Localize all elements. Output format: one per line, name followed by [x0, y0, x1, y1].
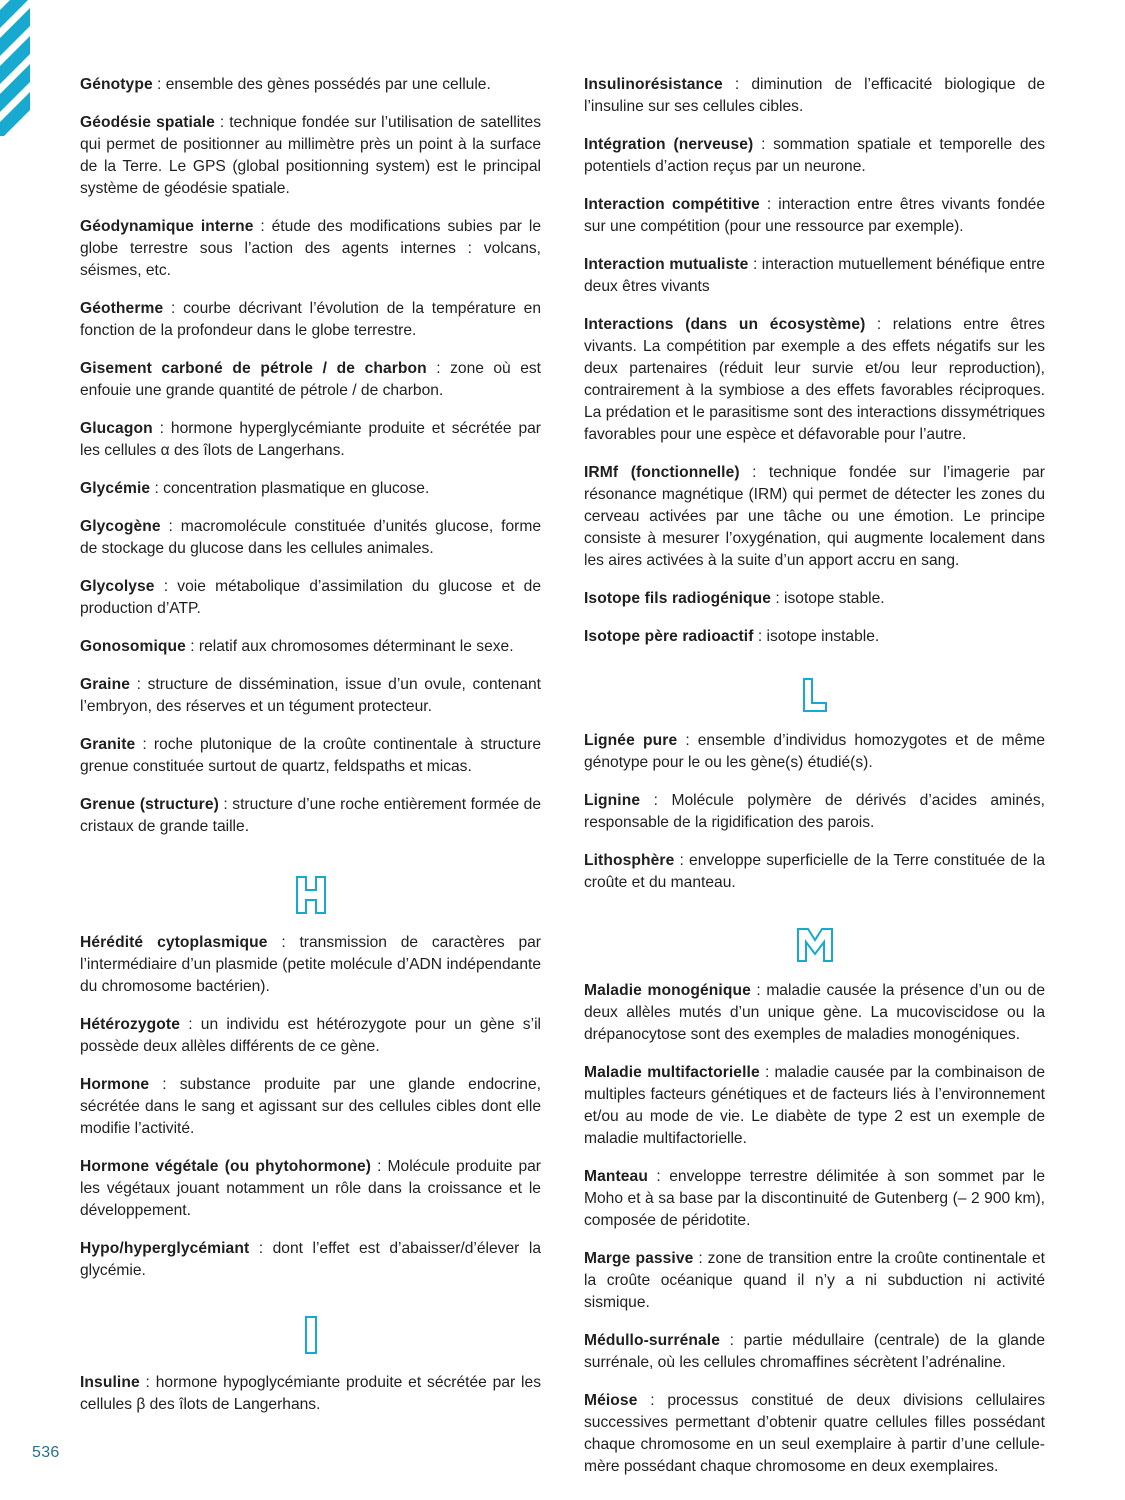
entry-definition: : ensemble d’individus homozygotes et de même génotype pour le ou les gène(s) étudié(s). [584, 732, 1045, 771]
entry-definition: : partie médullaire (centrale) de la glande surrénale, où les cellules chromaffines sécrètent l’adrénaline. [584, 1332, 1045, 1371]
glossary-entry [584, 1248, 1045, 1314]
glossary-entry [584, 1330, 1045, 1374]
entry-term: Maladie multifactorielle [584, 1064, 760, 1081]
glossary-entry [80, 1014, 541, 1058]
entry-definition: : dont l’effet est d’abaisser/d’élever la glycémie. [80, 1240, 541, 1279]
entry-term: Isotope père radioactif [584, 628, 754, 645]
entry-definition: : relatif aux chromosomes déterminant le sexe. [185, 638, 514, 655]
entry-term: Lithosphère [584, 852, 675, 869]
entry-definition: : relations entre êtres vivants. La compétition par exemple a des effets négatifs sur les deux partenaires (réduit leur survie et/ou leur reproduction), contrairement à la symbiose a des effets favorables réciproques. La prédation et le parasitisme sont des interactions dissymétriques favorables pour une espèce et défavorable pour l’autre. [584, 316, 1045, 443]
entry-definition: : voie métabolique d’assimilation du glucose et de production d’ATP. [80, 578, 541, 617]
entry-term: Interactions (dans un écosystème) [584, 316, 866, 333]
left-column [80, 74, 541, 1432]
glossary-entry [80, 1238, 541, 1282]
entry-definition: : substance produite par une glande endocrine, sécrétée dans le sang et agissant sur des cellules cibles dont elle modifie l’activité. [80, 1076, 541, 1137]
entry-term: Géodynamique interne [80, 218, 254, 235]
entry-definition: : transmission de caractères par l’intermédiaire d’un plasmide (petite molécule d’ADN indépendante du chromosome bactérien). [80, 934, 541, 995]
entry-definition: : zone de transition entre la croûte continentale et la croûte océanique quand il n’y a ni subduction ni activité sismique. [584, 1250, 1045, 1311]
entry-definition: : zone où est enfouie une grande quantité de pétrole / de charbon. [80, 360, 542, 399]
entry-term: Médullo-surrénale [584, 1332, 721, 1349]
entry-definition: : isotope stable. [771, 590, 885, 607]
entry-term: Lignine [584, 792, 641, 809]
entry-definition: : maladie causée la présence d’un ou de deux allèles mutés d’un unique gène. La mucoviscidose ou la drépanocytose sont des exemples de maladies monogéniques. [584, 982, 1045, 1043]
letter-l-glyph [803, 678, 827, 712]
entry-definition: : Molécule produite par les végétaux jouant notamment un rôle dans la croissance et le développement. [80, 1158, 541, 1219]
glossary-entry [584, 1390, 1045, 1478]
corner-stripes-decoration [0, 0, 30, 136]
glossary-entry [80, 358, 541, 402]
entry-definition: : hormone hypoglycémiante produite et sécrétée par les cellules β des îlots de Langerhans. [80, 1374, 541, 1413]
entry-definition: : un individu est hétérozygote pour un gène s’il possède deux allèles différents de ce gène. [80, 1016, 541, 1055]
entry-term: Manteau [584, 1168, 648, 1185]
entry-term: Glycolyse [80, 578, 155, 595]
entry-term: Granite [80, 736, 136, 753]
glossary-entry [584, 134, 1045, 178]
glossary-entry [80, 418, 541, 462]
entry-term: Hérédité cytoplasmique [80, 934, 268, 951]
entry-definition: : hormone hyperglycémiante produite et sécrétée par les cellules α des îlots de Langerhans. [80, 420, 541, 459]
section-letter-l [584, 678, 1045, 712]
glossary-entry [80, 674, 541, 718]
entry-term: Hormone végétale (ou phytohormone) [80, 1158, 372, 1175]
entry-definition: : sommation spatiale et temporelle des potentiels d’action reçus par un neurone. [584, 136, 1045, 175]
entry-definition: : isotope instable. [753, 628, 880, 645]
section-letter-h [80, 876, 541, 914]
section-letter-i [80, 1316, 541, 1354]
entry-term: Hétérozygote [80, 1016, 180, 1033]
glossary-entry [584, 850, 1045, 894]
entry-definition: : interaction mutuellement bénéfique entre deux êtres vivants [584, 256, 1045, 295]
glossary-entry [80, 1074, 541, 1140]
entry-definition: : structure de dissémination, issue d’un ovule, contenant l’embryon, des réserves et un tégument protecteur. [80, 676, 541, 715]
glossary-entry [80, 1156, 541, 1222]
letter-h-glyph [296, 876, 326, 914]
entry-definition: : technique fondée sur l’imagerie par résonance magnétique (IRM) qui permet de détecter les zones du cerveau activées par une tâche ou une émotion. Le principe consiste à mesurer l’oxygénation, qui augmente localement dans les aires activées à la suite d’un apport accru en sang. [584, 464, 1045, 569]
glossary-entry [584, 462, 1045, 572]
entry-term: Insulinorésistance [584, 76, 723, 93]
entry-definition: : Molécule polymère de dérivés d’acides aminés, responsable de la rigidification des parois. [584, 792, 1045, 831]
entry-term: Méiose [584, 1392, 638, 1409]
entries-g [80, 74, 541, 838]
glossary-entry [80, 734, 541, 778]
entry-term: Glycémie [80, 480, 151, 497]
entry-term: Glycogène [80, 518, 161, 535]
entries-l [584, 730, 1045, 894]
letter-m-glyph [797, 928, 833, 962]
entry-definition: : macromolécule constituée d’unités glucose, forme de stockage du glucose dans les cellules animales. [80, 518, 541, 557]
entry-definition: : interaction entre êtres vivants fondée sur une compétition (pour une ressource par exemple). [584, 196, 1045, 235]
entry-term: Interaction compétitive [584, 196, 760, 213]
entry-term: Isotope fils radiogénique [584, 590, 772, 607]
glossary-entry [584, 1062, 1045, 1150]
glossary-entry [584, 254, 1045, 298]
letter-i-glyph [304, 1316, 318, 1354]
entry-term: Gisement carboné de pétrole / de charbon [80, 360, 427, 377]
glossary-entry [80, 478, 541, 500]
entry-term: Grenue (structure) [80, 796, 219, 813]
glossary-entry [80, 636, 541, 658]
glossary-entry [584, 980, 1045, 1046]
entry-definition: : ensemble des gènes possédés par une cellule. [152, 76, 491, 93]
right-column [584, 74, 1045, 1494]
glossary-entry [80, 74, 541, 96]
glossary-entry [584, 1166, 1045, 1232]
entries-h [80, 932, 541, 1282]
glossary-entry [584, 626, 1045, 648]
glossary-entry [584, 588, 1045, 610]
glossary-entry [80, 576, 541, 620]
glossary-entry [80, 112, 541, 200]
entry-definition: : étude des modifications subies par le globe terrestre sous l’action des agents internes : volcans, séismes, etc. [80, 218, 541, 279]
entry-term: Insuline [80, 1374, 140, 1391]
entry-term: Hormone [80, 1076, 150, 1093]
entries-m [584, 980, 1045, 1478]
entry-term: Géotherme [80, 300, 164, 317]
entry-term: Interaction mutualiste [584, 256, 749, 273]
glossary-entry [80, 794, 541, 838]
entry-term: Hypo/hyperglycémiant [80, 1240, 250, 1257]
glossary-entry [80, 516, 541, 560]
entry-term: IRMf (fonctionnelle) [584, 464, 740, 481]
glossary-entry [584, 314, 1045, 446]
entry-definition: : enveloppe terrestre délimitée à son sommet par le Moho et à sa base par la discontinuité de Gutenberg (– 2 900 km), composée de péridotite. [584, 1168, 1045, 1229]
entry-definition: : structure d’une roche entièrement formée de cristaux de grande taille. [80, 796, 541, 835]
entry-term: Maladie monogénique [584, 982, 751, 999]
page-number: 536 [32, 1444, 60, 1461]
entry-definition: : courbe décrivant l’évolution de la température en fonction de la profondeur dans le globe terrestre. [80, 300, 541, 339]
glossary-entry [584, 194, 1045, 238]
entry-definition: : maladie causée par la combinaison de multiples facteurs génétiques et de facteurs liés à l’environnement et/ou au mode de vie. Le diabète de type 2 est un exemple de maladie multifactorielle. [584, 1064, 1045, 1147]
entry-definition: : diminution de l’efficacité biologique de l’insuline sur ses cellules cibles. [584, 76, 1045, 115]
entries-i [80, 1372, 541, 1416]
section-letter-m [584, 928, 1045, 962]
entry-term: Intégration (nerveuse) [584, 136, 754, 153]
glossary-entry [80, 216, 541, 282]
entry-term: Graine [80, 676, 131, 693]
entry-definition: : processus constitué de deux divisions cellulaires successives permettant d’obtenir quatre cellules filles possédant chaque chromosome en un seul exemplaire à partir d’une cellule-mère possédant chaque chromosome en deux exemplaires. [584, 1392, 1045, 1475]
entry-term: Glucagon [80, 420, 153, 437]
entry-term: Marge passive [584, 1250, 694, 1267]
glossary-entry [80, 298, 541, 342]
entry-definition: : technique fondée sur l’utilisation de satellites qui permet de positionner au millimètre près un point à la surface de la Terre. Le GPS (global positionning system) est le principal système de géodésie spatiale. [80, 114, 541, 197]
glossary-entry [584, 74, 1045, 118]
entry-definition: : concentration plasmatique en glucose. [150, 480, 430, 497]
glossary-entry [584, 790, 1045, 834]
entries-i-continued [584, 74, 1045, 648]
entry-definition: : enveloppe superficielle de la Terre constituée de la croûte et du manteau. [584, 852, 1045, 891]
entry-term: Génotype [80, 76, 153, 93]
glossary-entry [584, 730, 1045, 774]
entry-term: Géodésie spatiale [80, 114, 215, 131]
glossary-entry [80, 1372, 541, 1416]
entry-definition: : roche plutonique de la croûte continentale à structure grenue constituée surtout de quartz, feldspaths et micas. [80, 736, 541, 775]
entry-term: Lignée pure [584, 732, 678, 749]
entry-term: Gonosomique [80, 638, 186, 655]
glossary-entry [80, 932, 541, 998]
